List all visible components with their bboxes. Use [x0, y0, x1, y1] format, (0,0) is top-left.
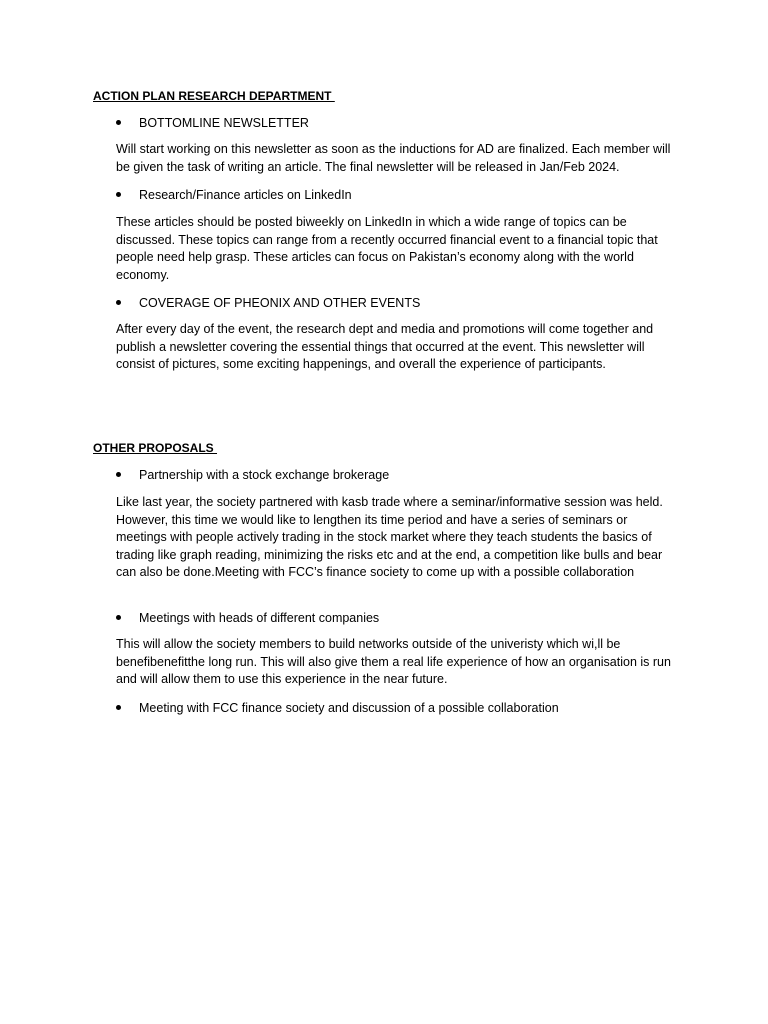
paragraph: These articles should be posted biweekly on LinkedIn in which a wide range of topics can be discussed. These topics can range from a recently occurred financial event to a financial topic that people need help grasp. These articles can focus on Pakistan’s economy along with the world economy. — [116, 215, 658, 282]
bullet-icon — [116, 300, 121, 305]
paragraph: This will allow the society members to build networks outside of the univeristy which wi,ll be benefibenefitthe long run. This will also give them a real life experience of how an organisation is run and will allow them to use this experience in the near future. — [116, 637, 671, 686]
bullet-icon — [116, 120, 121, 125]
bullet-label: Meeting with FCC finance society and discussion of a possible collaboration — [139, 701, 559, 715]
paragraph: Like last year, the society partnered with kasb trade where a seminar/informative session was held. However, this time we would like to lengthen its time period and have a series of seminars or meetings with people actively trading in the stock market where they teach students the basics of trading like graph reading, minimizing the risks etc and at the end, a competition like bulls and bear can also be done.Meeting with FCC’s finance society to come up with a possible collaboration — [116, 495, 663, 579]
section-heading-action-plan: ACTION PLAN RESEARCH DEPARTMENT — [93, 89, 335, 103]
bullet-icon — [116, 705, 121, 710]
bullet-label: Research/Finance articles on LinkedIn — [139, 188, 352, 202]
bullet-icon — [116, 192, 121, 197]
bullet-label: Meetings with heads of different companies — [139, 611, 380, 625]
bullet-label: COVERAGE OF PHEONIX AND OTHER EVENTS — [139, 296, 421, 310]
paragraph: Will start working on this newsletter as soon as the inductions for AD are finalized. Each member will be given the task of writing an article. The final newsletter will be released in Jan/Feb 2024. — [116, 142, 671, 174]
bullet-icon — [116, 615, 121, 620]
bullet-label: Partnership with a stock exchange brokerage — [139, 468, 390, 482]
section-heading-other-proposals: OTHER PROPOSALS — [93, 441, 218, 455]
paragraph: After every day of the event, the research dept and media and promotions will come together and publish a newsletter covering the essential things that occurred at the event. This newsletter will consist of pictures, some exciting happenings, and overall the experience of participants. — [116, 322, 654, 371]
bullet-label: BOTTOMLINE NEWSLETTER — [139, 116, 309, 130]
bullet-icon — [116, 472, 121, 477]
